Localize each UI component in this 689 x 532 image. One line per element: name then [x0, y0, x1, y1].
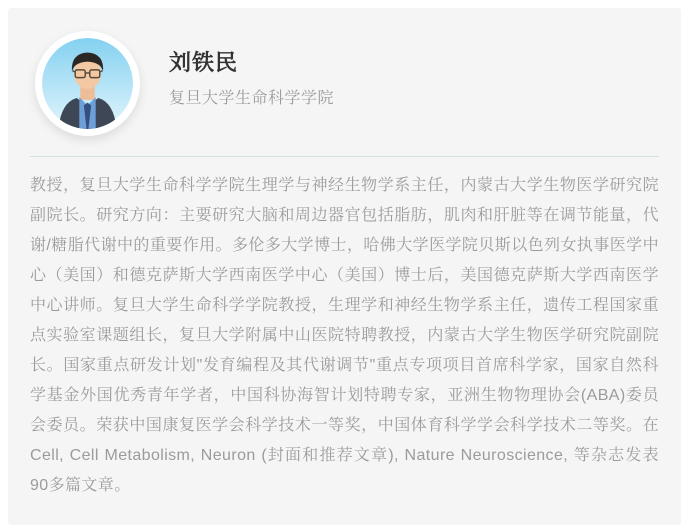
person-affiliation: 复旦大学生命科学学院 [169, 90, 335, 108]
avatar [35, 31, 140, 136]
avatar-photo [42, 38, 133, 129]
person-name: 刘铁民 [169, 49, 239, 75]
profile-card [8, 8, 681, 525]
section-divider [30, 156, 659, 157]
identity-block [169, 50, 334, 114]
profile-header [8, 8, 681, 156]
person-portrait-icon [42, 38, 133, 129]
biography-text: 教授，复旦大学生命科学学院生理学与神经生物学系主任，内蒙古大学生物医学研究院副院长。研究方向：主要研究大脑和周边器官包括脂肪，肌肉和肝脏等在调节能量，代谢/糖脂代谢中的重要作用。多伦多大学博士，哈佛大学医学院贝斯以色列女执事医学中心（美国）和德克萨斯大学西南医学中心（美国）博士后，美国德克萨斯大学西南医学中心讲师。复旦大学生命科学学院教授，生理学和神经生物学系主任，遗传工程国家重点实验室课题组长，复旦大学附属中山医院特聘教授，内蒙古大学生物医学研究院副院长。国家重点研发计划"发育编程及其代谢调节"重点专项项目首席科学家，国家自然科学基金外国优秀青年学者，中国科协海智计划特聘专家，亚洲生物物理协会(ABA)委员会委员。荣获中国康复医学会科学技术一等奖，中国体育科学学会科学技术二等奖。在Cell, Cell Metabolism, Neuron (封面和推荐文章), Nature Neuroscience, 等杂志发表90多篇文章。 [30, 177, 659, 494]
